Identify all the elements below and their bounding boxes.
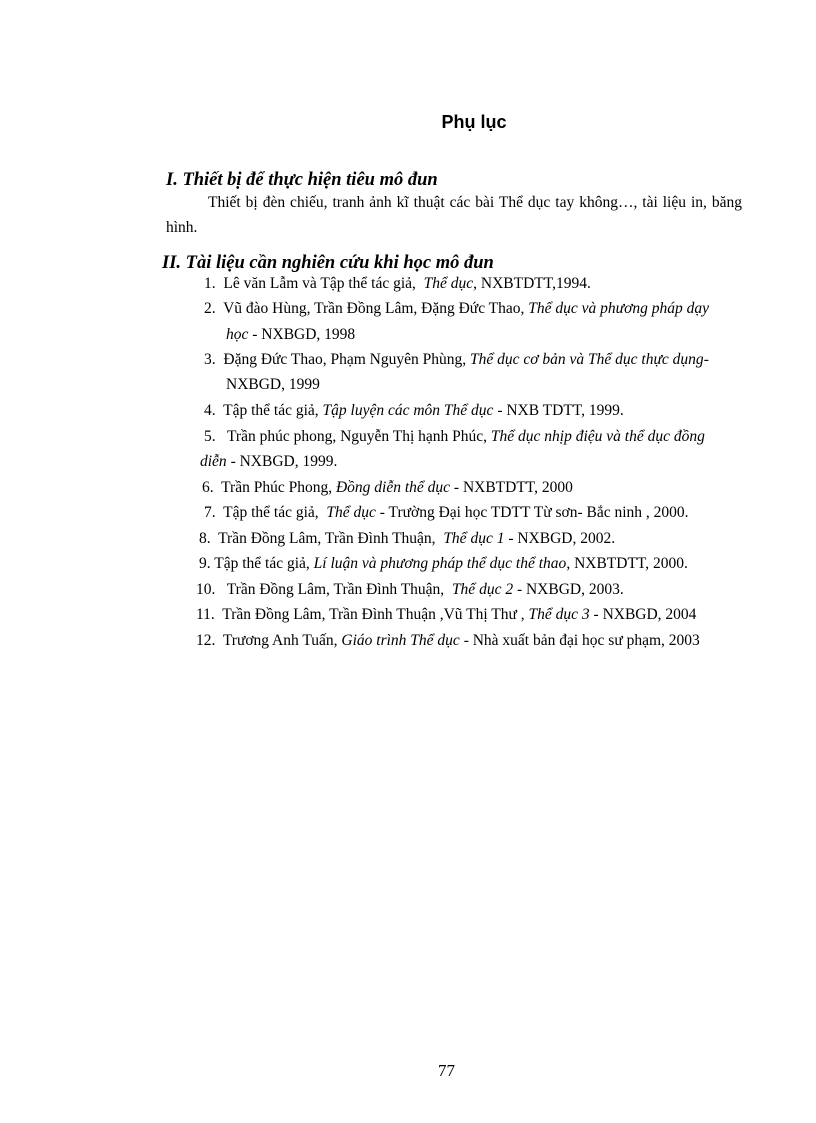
section-heading-references: II. Tài liệu cần nghiên cứu khi học mô đun: [162, 253, 494, 273]
reference-item-continuation: học - NXBGD, 1998: [226, 326, 356, 343]
reference-item: 4. Tập thể tác giả, Tập luyện các môn Thể dục - NXB TDTT, 1999.: [204, 402, 624, 419]
reference-item: 5. Trần phúc phong, Nguyễn Thị hạnh Phúc, Thể dục nhịp điệu và thể dục đồng: [204, 428, 705, 445]
reference-item: 6. Trần Phúc Phong, Đồng diễn thể dục - NXBTDTT, 2000: [202, 479, 573, 496]
equipment-paragraph: Thiết bị đèn chiếu, tranh ảnh kĩ thuật các bài Thể dục tay không…, tài liệu in, băng hình.: [166, 194, 742, 236]
reference-item-continuation: NXBGD, 1999: [226, 376, 320, 393]
reference-item: 1. Lê văn Lẫm và Tập thể tác giả, Thể dục, NXBTDTT,1994.: [204, 275, 591, 292]
section-heading-equipment: I. Thiết bị để thực hiện tiêu mô đun: [166, 170, 438, 190]
reference-item: 7. Tập thể tác giả, Thể dục - Trường Đại học TDTT Từ sơn- Bắc ninh , 2000.: [204, 504, 689, 521]
reference-item-continuation: diễn - NXBGD, 1999.: [200, 453, 338, 470]
reference-item: 12. Trương Anh Tuấn, Giáo trình Thể dục - Nhà xuất bản đại học sư phạm, 2003: [196, 632, 700, 649]
reference-item: 2. Vũ đào Hùng, Trần Đồng Lâm, Đặng Đức Thao, Thể dục và phương pháp dạy: [204, 300, 710, 317]
reference-item: 3. Đặng Đức Thao, Phạm Nguyên Phùng, Thể dục cơ bản và Thể dục thực dụng-: [204, 351, 709, 368]
reference-item: 10. Trần Đồng Lâm, Trần Đình Thuận, Thể dục 2 - NXBGD, 2003.: [196, 581, 624, 598]
reference-item: 8. Trần Đồng Lâm, Trần Đình Thuận, Thể dục 1 - NXBGD, 2002.: [199, 530, 616, 547]
page-title: Phụ lục: [441, 112, 507, 132]
reference-item: 9. Tập thể tác giả, Lí luận và phương pháp thể dục thể thao, NXBTDTT, 2000.: [199, 555, 688, 572]
page-number: 77: [438, 1061, 455, 1080]
reference-item: 11. Trần Đồng Lâm, Trần Đình Thuận ,Vũ Thị Thư , Thể dục 3 - NXBGD, 2004: [196, 606, 697, 623]
